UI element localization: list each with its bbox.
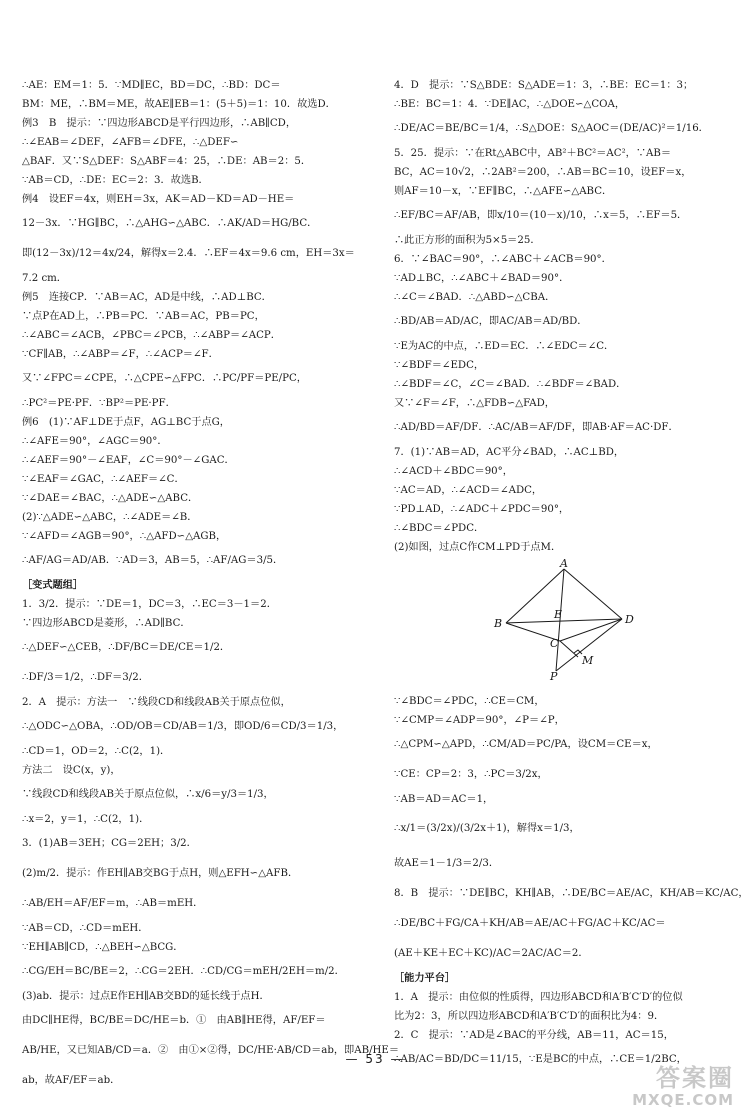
text-line: AB/HE，又已知AB/CD＝a．② 由①×②得，DC/HE·AB/CD＝ab，即AB/HE＝ <box>22 1045 400 1056</box>
text-line: ∵AB＝CD，∴CD＝mEH． <box>22 923 149 934</box>
text-line: ∵∠AFD＝∠AGB＝90°，∴△AFD∽△AGB， <box>22 531 227 542</box>
text-line: ∴DE/AC＝BE/BC＝1/4，∴S△DOE：S△AOC＝(DE/AC)²＝1/16． <box>394 123 709 134</box>
text-line: 故AE＝1－1/3＝2/3． <box>394 858 500 869</box>
text-line: ∴AE：EM＝1：5．∵MD∥EC，BD＝DC，∴BD：DC＝ <box>22 80 281 91</box>
text-line: ∴BD/AB＝AD/AC，即AC/AB＝AD/BD． <box>394 316 588 327</box>
text-line: ∴此正方形的面积为5×5＝25． <box>394 235 541 246</box>
text-line: 7．(1)∵AB＝AD，AC平分∠BAD，∴AC⊥BD， <box>394 447 625 458</box>
text-line: 又∵∠FPC＝∠CPE，∴△CPE∽△FPC．∴PC/PF＝PE/PC， <box>22 373 307 384</box>
text-line: ∴∠ACD＋∠BDC＝90°， <box>394 466 513 477</box>
text-line: (3)ab．提示：过点E作EH∥AB交BD的延长线于点H． <box>22 991 270 1002</box>
text-line: (AE＋KE＋EC＋KC)/AC＝2AC/AC＝2． <box>394 948 589 959</box>
page-number: — 53 — <box>345 1052 405 1066</box>
text-line: ∵PD⊥AD，∴∠ADC＋∠PDC＝90°， <box>394 504 570 515</box>
text-line: ∵AD⊥BC，∴∠ABC＋∠BAD＝90°． <box>394 273 570 284</box>
text-line: ∴∠EAB＝∠DEF，∠AFB＝∠DFE，∴△DEF∽ <box>22 137 239 148</box>
text-line: 又∵∠F＝∠F，∴△FDB∽△FAD， <box>394 398 555 409</box>
label-a: A <box>560 557 568 570</box>
text-line: ∴DE/BC＋FG/CA＋KH/AB＝AE/AC＋FG/AC＋KC/AC＝ <box>394 918 666 929</box>
text-line: ∵∠BDF＝∠EDC， <box>394 360 485 371</box>
label-m: M <box>582 654 594 667</box>
text-line: 12－3x．∵HG∥BC，∴△AHG∽△ABC．∴AK/AD＝HG/BC． <box>22 218 318 229</box>
text-line: ∴∠BDF＝∠C，∠C＝∠BAD．∴∠BDF＝∠BAD． <box>394 379 627 390</box>
label-c: C <box>550 637 559 650</box>
text-line: (2)m/2．提示：作EH∥AB交BG于点H，则△EFH∽△AFB． <box>22 868 299 879</box>
text-line: 例6 (1)∵AF⊥DE于点F，AG⊥BC于点G， <box>22 417 230 428</box>
text-line: 5．25．提示：∵在Rt△ABC中，AB²＋BC²＝AC²，∵AB＝ <box>394 148 672 159</box>
text-line: 即(12－3x)/12＝4x/24，解得x＝2.4．∴EF＝4x＝9.6 cm，EH＝3x＝ <box>22 248 355 259</box>
text-line: ∴CG/EH＝BC/BE＝2，∴CG＝2EH．∴CD/CG＝mEH/2EH＝m/2． <box>22 966 345 977</box>
text-line: 例4 设EF＝4x，则EH＝3x，AK＝AD－KD＝AD－HE＝ <box>22 194 295 205</box>
text-line: (2)∵△ADE∽△ABC，∴∠ADE＝∠B． <box>22 512 198 523</box>
text-line: 1．A 提示：由位似的性质得，四边形ABCD和A′B′C′D′的位似 <box>394 992 683 1003</box>
text-line: 4．D 提示：∵S△BDE：S△ADE＝1：3，∴BE：EC＝1：3； <box>394 80 694 91</box>
label-p: P <box>550 670 558 683</box>
text-line: 方法二 设C(x，y)， <box>22 765 121 776</box>
text-line: ∴∠ABC＝∠ACB，∠PBC＝∠PCB，∴∠ABP＝∠ACP． <box>22 330 281 341</box>
text-line: ∵AB＝CD，∴DE：EC＝2：3．故选B． <box>22 175 209 186</box>
text-line: ∴△ODC∽△OBA，∴OD/OB＝CD/AB＝1/3，即OD/6＝CD/3＝1/3， <box>22 721 344 732</box>
text-line: ∵AB＝AD＝AC＝1， <box>394 794 494 805</box>
text-line: ∵E为AC的中点，∴ED＝EC．∴∠EDC＝∠C． <box>394 341 615 352</box>
watermark-logo: 答案圈 <box>656 1064 734 1092</box>
text-line: ∴△CPM∽△APD，∴CM/AD＝PC/PA，设CM＝CE＝x， <box>394 739 658 750</box>
text-line: (2)如图，过点C作CM⊥PD于点M． <box>394 542 562 553</box>
text-line: ∴PC²＝PE·PF．∵BP²＝PE·PF． <box>22 398 176 409</box>
text-line: ∵四边形ABCD是菱形，∴AD∥BC． <box>22 618 191 629</box>
text-line: ∴△DEF∽△CEB，∴DF/BC＝DE/CE＝1/2． <box>22 642 231 653</box>
text-line: ∴x/1＝(3/2x)/(3/2x＋1)，解得x＝1/3， <box>394 823 580 834</box>
text-line: 由DC∥HE得，BC/BE＝DC/HE＝b．① 由AB∥HE得，AF/EF＝ <box>22 1015 326 1026</box>
label-d: D <box>625 613 634 626</box>
text-line: ∴AD/BD＝AF/DF．∴AC/AB＝AF/DF，即AB·AF＝AC·DF． <box>394 422 679 433</box>
text-line: 则AF＝10－x，∵EF∥BC，∴△AFE∽△ABC． <box>394 186 613 197</box>
segment-ad <box>564 569 622 619</box>
text-line: ∴∠AEF＝90°－∠EAF，∠C＝90°－∠GAC． <box>22 455 235 466</box>
text-line: ∵∠BDC＝∠PDC，∴CE＝CM， <box>394 696 545 707</box>
text-line: ∴∠C＝∠BAD．∴△ABD∽△CBA． <box>394 292 556 303</box>
text-line: ∴AF/AG＝AD/AB．∵AD＝3，AB＝5，∴AF/AG＝3/5． <box>22 555 284 566</box>
text-line: ∴∠AFE＝90°，∠AGC＝90°． <box>22 436 168 447</box>
text-line: ∵点P在AD上，∴PB＝PC．∵AB＝AC，PB＝PC， <box>22 311 265 322</box>
text-line: 8．B 提示：∵DE∥BC，KH∥AB，∴DE/BC＝AE/AC，KH/AB＝KC/AC， <box>394 888 749 899</box>
text-line: 2．C 提示：∵AD是∠BAC的平分线，AB＝11，AC＝15， <box>394 1030 674 1041</box>
text-line: ∵EH∥AB∥CD，∴△BEH∽△BCG． <box>22 942 184 953</box>
text-line: ∵∠EAF＝∠GAC，∴∠AEF＝∠C． <box>22 474 185 485</box>
watermark-site: MXQE.COM <box>632 1091 734 1109</box>
text-line: ∵AC＝AD，∴∠ACD＝∠ADC， <box>394 485 543 496</box>
watermark <box>584 1066 734 1112</box>
text-line: ∵CE：CP＝2：3，∴PC＝3/2x， <box>394 769 548 780</box>
text-line: ∴AB/AC＝BD/DC＝11/15，∵E是BC的中点，∴CE＝1/2BC， <box>394 1054 687 1065</box>
text-line: 2．A 提示：方法一 ∵线段CD和线段AB关于原点位似， <box>22 697 291 708</box>
text-line: 3．(1)AB＝3EH；CG＝2EH；3/2． <box>22 838 197 849</box>
text-line: 7.2 cm． <box>22 273 67 284</box>
section-heading: ［变式题组］ <box>22 579 84 591</box>
text-line: 比为2：3，所以四边形ABCD和A′B′C′D′的面积比为4：9． <box>394 1011 665 1022</box>
text-line: ∴DF/3＝1/2，∴DF＝3/2． <box>22 672 149 683</box>
text-line: 例5 连接CP．∵AB＝AC，AD是中线，∴AD⊥BC． <box>22 292 272 303</box>
text-line: 例3 B 提示：∵四边形ABCD是平行四边形，∴AB∥CD， <box>22 118 297 129</box>
geometry-figure <box>494 557 644 683</box>
text-line: ab，故AF/EF＝ab． <box>22 1075 121 1086</box>
text-line: ∴AB/EH＝AF/EF＝m，∴AB＝mEH． <box>22 898 204 909</box>
label-b: B <box>494 617 503 630</box>
label-e: E <box>554 608 563 621</box>
text-line: ∵∠CMP＝∠ADP＝90°，∠P＝∠P， <box>394 715 565 726</box>
text-line: 6．∵∠BAC＝90°，∴∠ABC＋∠ACB＝90°． <box>394 254 612 265</box>
text-line: △BAF．又∵S△DEF：S△ABF＝4：25，∴DE：AB＝2：5． <box>22 156 312 167</box>
segment-bd <box>506 619 622 623</box>
section-heading: ［能力平台］ <box>394 972 456 984</box>
segment-cm <box>560 641 578 657</box>
text-line: ∴x＝2，y＝1，∴C(2，1)． <box>22 814 150 825</box>
text-line: BM：ME，∴BM＝ME，故AE∥EB＝1：(5＋5)＝1：10．故选D． <box>22 99 336 110</box>
text-line: ∵线段CD和线段AB关于原点位似，∴x/6＝y/3＝1/3， <box>22 789 274 800</box>
text-line: 1．3/2．提示：∵DE＝1，DC＝3，∴EC＝3－1＝2． <box>22 599 277 610</box>
segment-cd <box>560 619 622 641</box>
text-line: ∴BE：BC＝1：4．∵DE∥AC，∴△DOE∽△COA， <box>394 99 626 110</box>
text-line: BC，AC＝10√2，∴2AB²＝200，∴AB＝BC＝10，设EF＝x， <box>394 167 692 178</box>
text-line: ∴EF/BC＝AF/AB，即x/10＝(10－x)/10，∴x＝5，∴EF＝5． <box>394 210 688 221</box>
text-line: ∵∠DAE＝∠BAC，∴△ADE∽△ABC． <box>22 493 199 504</box>
text-line: ∴CD＝1，OD＝2，∴C(2，1)． <box>22 746 171 757</box>
text-line: ∴∠BDC＝∠PDC． <box>394 523 485 534</box>
text-line: ∵CF∥AB，∴∠ABP＝∠F，∴∠ACP＝∠F． <box>22 349 219 360</box>
right-column <box>394 76 749 1075</box>
